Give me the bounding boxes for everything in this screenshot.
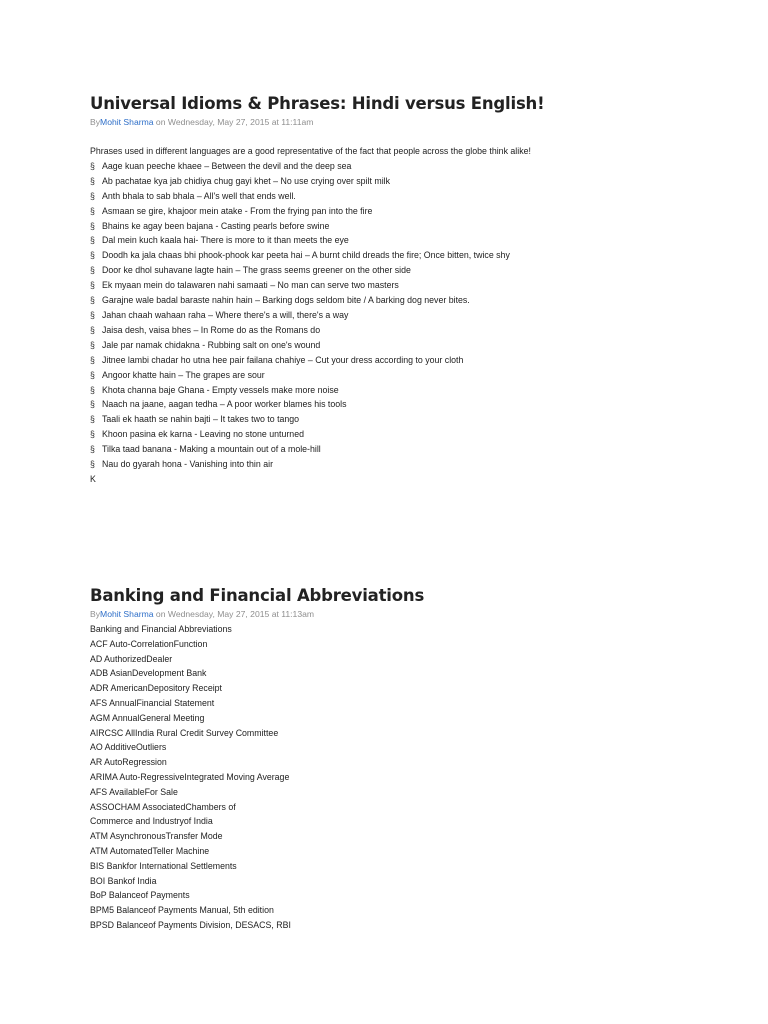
abbreviation-item: Commerce and Industryof India bbox=[90, 816, 213, 827]
bullet-icon: § bbox=[90, 205, 95, 216]
idiom-text: Ab pachatae kya jab chidiya chug gayi khet – No use crying over spilt milk bbox=[102, 175, 391, 186]
idiom-text: Bhains ke agay been bajana - Casting pearls before swine bbox=[102, 220, 330, 231]
idiom-text: Aage kuan peeche khaee – Between the devil and the deep sea bbox=[102, 160, 352, 171]
bullet-icon: § bbox=[90, 459, 95, 470]
abbreviation-item: ARIMA Auto-RegressiveIntegrated Moving Average bbox=[90, 771, 290, 782]
idiom-item bbox=[90, 383, 730, 398]
idiom-list bbox=[90, 159, 730, 472]
post-hindi-idioms bbox=[90, 93, 730, 487]
bullet-icon: § bbox=[90, 309, 95, 320]
abbreviation-item: AFS AnnualFinancial Statement bbox=[90, 697, 215, 708]
byline-prefix: By bbox=[90, 117, 101, 127]
bullet-icon: § bbox=[90, 265, 95, 276]
idiom-text: Garajne wale badal baraste nahin hain – Barking dogs seldom bite / A barking dog never bites. bbox=[102, 295, 470, 306]
abbreviation-item: AIRCSC AllIndia Rural Credit Survey Committee bbox=[90, 727, 279, 738]
post-intro: Phrases used in different languages are a good representative of the fact that people across the globe think alike! bbox=[90, 146, 531, 156]
idiom-item bbox=[90, 189, 730, 204]
abbreviation-item: AO AdditiveOutliers bbox=[90, 742, 167, 753]
idiom-item bbox=[90, 159, 730, 174]
byline-prefix: By bbox=[90, 609, 101, 619]
bullet-icon: § bbox=[90, 220, 95, 231]
post-byline bbox=[90, 608, 730, 620]
idiom-item bbox=[90, 368, 730, 383]
abbreviation-item: BPSD Balanceof Payments Division, DESACS, RBI bbox=[90, 919, 291, 930]
idiom-item bbox=[90, 397, 730, 412]
idiom-text: Doodh ka jala chaas bhi phook-phook kar peeta hai – A burnt child dreads the fire; Once bitten, twice shy bbox=[102, 250, 510, 261]
idiom-item bbox=[90, 248, 730, 263]
idiom-text: Jitnee lambi chadar ho utna hee pair failana chahiye – Cut your dress according to your cloth bbox=[102, 354, 464, 365]
idiom-text: Asmaan se gire, khajoor mein atake - From the frying pan into the fire bbox=[102, 205, 373, 216]
bullet-icon: § bbox=[90, 190, 95, 201]
idiom-item bbox=[90, 353, 730, 368]
abbreviation-item: BIS Bankfor International Settlements bbox=[90, 860, 237, 871]
idiom-text: Tilka taad banana - Making a mountain out of a mole-hill bbox=[102, 444, 321, 455]
idiom-text: Taali ek haath se nahin bajti – It takes two to tango bbox=[102, 414, 300, 425]
idiom-text: Door ke dhol suhavane lagte hain – The grass seems greener on the other side bbox=[102, 265, 411, 276]
idiom-item bbox=[90, 278, 730, 293]
idiom-text: Ek myaan mein do talawaren nahi samaati – No man can serve two masters bbox=[102, 280, 399, 291]
idiom-item bbox=[90, 412, 730, 427]
idiom-item bbox=[90, 204, 730, 219]
bullet-icon: § bbox=[90, 339, 95, 350]
idiom-text: Khota channa baje Ghana - Empty vessels make more noise bbox=[102, 384, 339, 395]
abbreviation-item: ATM AutomatedTeller Machine bbox=[90, 845, 210, 856]
idiom-item bbox=[90, 338, 730, 353]
idiom-item bbox=[90, 427, 730, 442]
idiom-text: Anth bhala to sab bhala – All's well that ends well. bbox=[102, 190, 296, 201]
abbreviation-item: BPM5 Balanceof Payments Manual, 5th edition bbox=[90, 905, 274, 916]
post-banking-abbreviations bbox=[90, 585, 730, 933]
abbreviation-item: BoP Balanceof Payments bbox=[90, 890, 190, 901]
bullet-icon: § bbox=[90, 295, 95, 306]
post-byline bbox=[90, 116, 730, 128]
abbreviation-item: ASSOCHAM AssociatedChambers of bbox=[90, 801, 236, 812]
idiom-item bbox=[90, 442, 730, 457]
bullet-icon: § bbox=[90, 324, 95, 335]
idiom-item bbox=[90, 219, 730, 234]
idiom-text: Angoor khatte hain – The grapes are sour bbox=[102, 369, 265, 380]
bullet-icon: § bbox=[90, 354, 95, 365]
idiom-item bbox=[90, 263, 730, 278]
idiom-item bbox=[90, 233, 730, 248]
bullet-icon: § bbox=[90, 384, 95, 395]
abbreviation-item: ATM AsynchronousTransfer Mode bbox=[90, 831, 223, 842]
abbreviation-item: BOI Bankof India bbox=[90, 875, 157, 886]
bullet-icon: § bbox=[90, 369, 95, 380]
idiom-text: Jale par namak chidakna - Rubbing salt on one's wound bbox=[102, 339, 321, 350]
author-link[interactable]: Mohit Sharma bbox=[100, 117, 154, 127]
bullet-icon: § bbox=[90, 175, 95, 186]
idiom-item bbox=[90, 293, 730, 308]
author-link[interactable]: Mohit Sharma bbox=[100, 609, 154, 619]
abbreviation-item: AD AuthorizedDealer bbox=[90, 653, 173, 664]
post-date: on Wednesday, May 27, 2015 at 11:11am bbox=[153, 117, 314, 127]
abbreviation-item: ADR AmericanDepository Receipt bbox=[90, 683, 223, 694]
abbreviation-item: AFS AvailableFor Sale bbox=[90, 786, 178, 797]
idiom-text: Jaisa desh, vaisa bhes – In Rome do as the Romans do bbox=[102, 324, 321, 335]
abbreviation-list bbox=[90, 622, 730, 933]
idiom-item bbox=[90, 308, 730, 323]
post-title: Universal Idioms & Phrases: Hindi versus English! bbox=[90, 94, 545, 113]
abbreviation-item: Banking and Financial Abbreviations bbox=[90, 624, 232, 634]
idiom-text: Naach na jaane, aagan tedha – A poor worker blames his tools bbox=[102, 399, 347, 410]
bullet-icon: § bbox=[90, 250, 95, 261]
abbreviation-item: ADB AsianDevelopment Bank bbox=[90, 668, 207, 679]
bullet-icon: § bbox=[90, 399, 95, 410]
post-title: Banking and Financial Abbreviations bbox=[90, 586, 425, 605]
post-date: on Wednesday, May 27, 2015 at 11:13am bbox=[153, 609, 315, 619]
idiom-item bbox=[90, 174, 730, 189]
bullet-icon: § bbox=[90, 444, 95, 455]
bullet-icon: § bbox=[90, 160, 95, 171]
abbreviation-item: ACF Auto-CorrelationFunction bbox=[90, 638, 208, 649]
abbreviation-item: AR AutoRegression bbox=[90, 757, 167, 768]
idiom-text: Nau do gyarah hona - Vanishing into thin air bbox=[102, 459, 273, 470]
bullet-icon: § bbox=[90, 414, 95, 425]
abbreviation-item: AGM AnnualGeneral Meeting bbox=[90, 712, 205, 723]
idiom-text: Khoon pasina ek karna - Leaving no stone unturned bbox=[102, 429, 304, 440]
idiom-text: Jahan chaah wahaan raha – Where there's a will, there's a way bbox=[102, 309, 349, 320]
trailing-text: K bbox=[90, 473, 96, 484]
bullet-icon: § bbox=[90, 429, 95, 440]
idiom-item bbox=[90, 323, 730, 338]
idiom-item bbox=[90, 457, 730, 472]
idiom-text: Dal mein kuch kaala hai- There is more to it than meets the eye bbox=[102, 235, 349, 246]
bullet-icon: § bbox=[90, 235, 95, 246]
bullet-icon: § bbox=[90, 280, 95, 291]
